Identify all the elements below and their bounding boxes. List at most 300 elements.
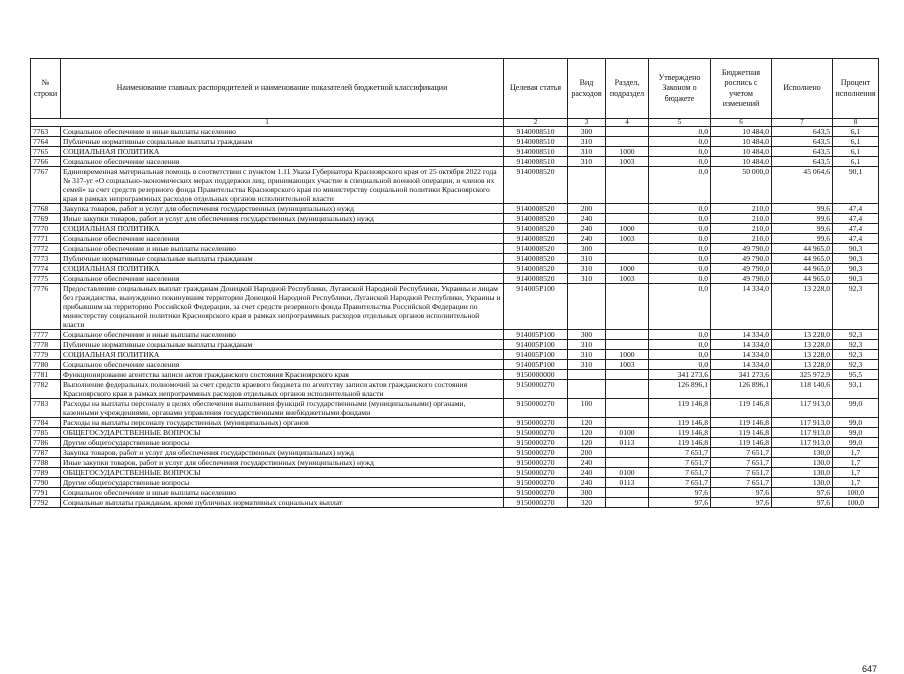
- cell-executed: 99,6: [772, 224, 833, 234]
- cell-percent: 100,0: [833, 488, 879, 498]
- header-section: Раздел, подраздел: [606, 59, 649, 119]
- cell-percent: 95,5: [833, 370, 879, 380]
- cell-budget-schedule: 210,0: [711, 224, 772, 234]
- cell-name: Закупка товаров, работ и услуг для обеспечения государственных (муниципальных) нужд: [61, 448, 504, 458]
- cell-target-article: 9140008510: [504, 137, 568, 147]
- table-row: [31, 224, 879, 234]
- cell-expense-type: 310: [568, 137, 606, 147]
- cell-executed: 130,0: [772, 478, 833, 488]
- cell-expense-type: 200: [568, 204, 606, 214]
- cell-approved: 0,0: [649, 234, 711, 244]
- cell-expense-type: 200: [568, 448, 606, 458]
- cell-approved: 119 146,8: [649, 428, 711, 438]
- cell-executed: 97,6: [772, 488, 833, 498]
- cell-approved: 0,0: [649, 147, 711, 157]
- cell-approved: 0,0: [649, 137, 711, 147]
- cell-executed: 13 228,0: [772, 330, 833, 340]
- cell-row-number: 7765: [31, 147, 61, 157]
- cell-target-article: 9150000270: [504, 399, 568, 418]
- cell-row-number: 7764: [31, 137, 61, 147]
- cell-name: Социальное обеспечение и иные выплаты населению: [61, 330, 504, 340]
- cell-budget-schedule: 7 651,7: [711, 458, 772, 468]
- column-number: 6: [711, 119, 772, 127]
- cell-executed: 99,6: [772, 214, 833, 224]
- cell-name: Социальное обеспечение населения: [61, 157, 504, 167]
- cell-target-article: 9140008520: [504, 214, 568, 224]
- cell-row-number: 7768: [31, 204, 61, 214]
- cell-approved: 0,0: [649, 284, 711, 330]
- cell-budget-schedule: 10 484,0: [711, 147, 772, 157]
- cell-section: [606, 498, 649, 508]
- cell-executed: 117 913,0: [772, 438, 833, 448]
- cell-row-number: 7784: [31, 418, 61, 428]
- cell-expense-type: 310: [568, 157, 606, 167]
- cell-executed: 130,0: [772, 468, 833, 478]
- cell-executed: 643,5: [772, 127, 833, 137]
- cell-approved: 119 146,8: [649, 399, 711, 418]
- cell-budget-schedule: 7 651,7: [711, 448, 772, 458]
- cell-executed: 118 140,6: [772, 380, 833, 399]
- cell-expense-type: 300: [568, 488, 606, 498]
- cell-name: СОЦИАЛЬНАЯ ПОЛИТИКА: [61, 147, 504, 157]
- cell-target-article: 9140008520: [504, 234, 568, 244]
- cell-budget-schedule: 10 484,0: [711, 137, 772, 147]
- cell-name: Социальное обеспечение населения: [61, 274, 504, 284]
- cell-name: ОБЩЕГОСУДАРСТВЕННЫЕ ВОПРОСЫ: [61, 468, 504, 478]
- cell-executed: 130,0: [772, 458, 833, 468]
- cell-target-article: 9140008520: [504, 204, 568, 214]
- cell-percent: 6,1: [833, 137, 879, 147]
- cell-approved: 0,0: [649, 274, 711, 284]
- cell-percent: 6,1: [833, 127, 879, 137]
- cell-approved: 0,0: [649, 224, 711, 234]
- cell-executed: 99,6: [772, 204, 833, 214]
- cell-target-article: 9150000270: [504, 438, 568, 448]
- cell-expense-type: 320: [568, 498, 606, 508]
- table-row: [31, 167, 879, 204]
- cell-section: 1003: [606, 360, 649, 370]
- cell-budget-schedule: 210,0: [711, 204, 772, 214]
- budget-execution-table: [30, 58, 879, 508]
- cell-section: [606, 370, 649, 380]
- cell-percent: 90,3: [833, 264, 879, 274]
- cell-row-number: 7792: [31, 498, 61, 508]
- cell-target-article: 9150000270: [504, 428, 568, 438]
- table-row: [31, 274, 879, 284]
- table-row: [31, 380, 879, 399]
- cell-executed: 13 228,0: [772, 360, 833, 370]
- cell-row-number: 7770: [31, 224, 61, 234]
- cell-expense-type: 310: [568, 274, 606, 284]
- cell-budget-schedule: 14 334,0: [711, 350, 772, 360]
- cell-percent: 92,3: [833, 360, 879, 370]
- cell-row-number: 7790: [31, 478, 61, 488]
- cell-target-article: 914005P100: [504, 340, 568, 350]
- table-row: [31, 418, 879, 428]
- cell-approved: 0,0: [649, 157, 711, 167]
- cell-executed: 13 228,0: [772, 350, 833, 360]
- cell-executed: 13 228,0: [772, 284, 833, 330]
- table-header-row: [31, 59, 879, 119]
- cell-target-article: 9150000270: [504, 468, 568, 478]
- cell-target-article: 9150000000: [504, 370, 568, 380]
- column-number: 5: [649, 119, 711, 127]
- cell-target-article: 9150000270: [504, 380, 568, 399]
- cell-expense-type: 300: [568, 330, 606, 340]
- cell-section: 0100: [606, 428, 649, 438]
- table-row: [31, 340, 879, 350]
- cell-executed: 44 965,0: [772, 244, 833, 254]
- table-row: [31, 468, 879, 478]
- cell-budget-schedule: 119 146,8: [711, 418, 772, 428]
- cell-section: [606, 399, 649, 418]
- cell-expense-type: 300: [568, 127, 606, 137]
- cell-percent: 100,0: [833, 498, 879, 508]
- cell-target-article: 9150000270: [504, 478, 568, 488]
- cell-executed: 99,6: [772, 234, 833, 244]
- column-number: 2: [504, 119, 568, 127]
- cell-name: Социальные выплаты гражданам, кроме публичных нормативных социальных выплат: [61, 498, 504, 508]
- column-number: 1: [31, 119, 504, 127]
- table-row: [31, 234, 879, 244]
- cell-budget-schedule: 49 790,0: [711, 274, 772, 284]
- cell-name: Социальное обеспечение населения: [61, 234, 504, 244]
- cell-section: [606, 340, 649, 350]
- cell-target-article: 9150000270: [504, 488, 568, 498]
- table-row: [31, 478, 879, 488]
- cell-row-number: 7787: [31, 448, 61, 458]
- cell-approved: 0,0: [649, 214, 711, 224]
- cell-approved: 119 146,8: [649, 438, 711, 448]
- cell-expense-type: 240: [568, 234, 606, 244]
- table-row: [31, 360, 879, 370]
- cell-row-number: 7789: [31, 468, 61, 478]
- cell-approved: 7 651,7: [649, 468, 711, 478]
- cell-budget-schedule: 49 790,0: [711, 264, 772, 274]
- header-target-article: Целевая статья: [504, 59, 568, 119]
- cell-approved: 0,0: [649, 127, 711, 137]
- cell-percent: 90,3: [833, 274, 879, 284]
- cell-approved: 97,6: [649, 498, 711, 508]
- cell-target-article: 914005P100: [504, 330, 568, 340]
- cell-section: [606, 254, 649, 264]
- cell-target-article: 9150000270: [504, 448, 568, 458]
- table-row: [31, 157, 879, 167]
- cell-expense-type: 240: [568, 478, 606, 488]
- table-row: [31, 204, 879, 214]
- cell-section: [606, 330, 649, 340]
- cell-approved: 0,0: [649, 244, 711, 254]
- cell-section: [606, 137, 649, 147]
- cell-row-number: 7769: [31, 214, 61, 224]
- cell-executed: 117 913,0: [772, 399, 833, 418]
- cell-budget-schedule: 50 000,0: [711, 167, 772, 204]
- cell-approved: 0,0: [649, 204, 711, 214]
- cell-percent: 47,4: [833, 204, 879, 214]
- cell-expense-type: [568, 167, 606, 204]
- cell-section: 1000: [606, 264, 649, 274]
- cell-section: 1003: [606, 157, 649, 167]
- cell-target-article: 9140008520: [504, 224, 568, 234]
- cell-approved: 0,0: [649, 350, 711, 360]
- table-row: [31, 498, 879, 508]
- cell-budget-schedule: 97,6: [711, 498, 772, 508]
- table-row: [31, 399, 879, 418]
- table-row: [31, 264, 879, 274]
- cell-approved: 119 146,8: [649, 418, 711, 428]
- cell-name: Расходы на выплаты персоналу в целях обеспечения выполнения функций государственными (муниципальными) органами, казенными учреждениями, органами управления государственными внебюджетными фондами: [61, 399, 504, 418]
- cell-row-number: 7779: [31, 350, 61, 360]
- cell-target-article: 9140008510: [504, 157, 568, 167]
- table-body: [31, 127, 879, 508]
- cell-name: Расходы на выплаты персоналу государственных (муниципальных) органов: [61, 418, 504, 428]
- cell-executed: 97,6: [772, 498, 833, 508]
- cell-percent: 92,3: [833, 350, 879, 360]
- cell-percent: 1,7: [833, 448, 879, 458]
- column-number: 7: [772, 119, 833, 127]
- cell-section: [606, 204, 649, 214]
- table-row: [31, 458, 879, 468]
- table-row: [31, 147, 879, 157]
- cell-expense-type: 240: [568, 224, 606, 234]
- cell-section: [606, 167, 649, 204]
- document-page: [30, 58, 878, 674]
- cell-target-article: 9140008520: [504, 254, 568, 264]
- cell-executed: 44 965,0: [772, 264, 833, 274]
- cell-percent: 47,4: [833, 214, 879, 224]
- header-expense-type: Вид расходов: [568, 59, 606, 119]
- cell-name: Другие общегосударственные вопросы: [61, 478, 504, 488]
- cell-budget-schedule: 7 651,7: [711, 468, 772, 478]
- cell-budget-schedule: 341 273,6: [711, 370, 772, 380]
- cell-row-number: 7777: [31, 330, 61, 340]
- cell-name: СОЦИАЛЬНАЯ ПОЛИТИКА: [61, 350, 504, 360]
- cell-approved: 341 273,6: [649, 370, 711, 380]
- cell-section: 1000: [606, 147, 649, 157]
- cell-expense-type: 310: [568, 360, 606, 370]
- cell-percent: 99,0: [833, 438, 879, 448]
- cell-budget-schedule: 14 334,0: [711, 330, 772, 340]
- cell-executed: 325 972,9: [772, 370, 833, 380]
- cell-row-number: 7776: [31, 284, 61, 330]
- table-row: [31, 488, 879, 498]
- cell-expense-type: 310: [568, 264, 606, 274]
- cell-expense-type: 310: [568, 340, 606, 350]
- cell-row-number: 7771: [31, 234, 61, 244]
- cell-percent: 90,1: [833, 167, 879, 204]
- cell-executed: 44 965,0: [772, 254, 833, 264]
- table-row: [31, 127, 879, 137]
- cell-executed: 130,0: [772, 448, 833, 458]
- cell-expense-type: 310: [568, 254, 606, 264]
- cell-target-article: 9140008520: [504, 244, 568, 254]
- cell-section: [606, 244, 649, 254]
- cell-name: Социальное обеспечение и иные выплаты населению: [61, 488, 504, 498]
- cell-target-article: 9140008520: [504, 274, 568, 284]
- cell-percent: 1,7: [833, 478, 879, 488]
- cell-row-number: 7785: [31, 428, 61, 438]
- column-number-row: [31, 119, 879, 127]
- cell-executed: 643,5: [772, 147, 833, 157]
- cell-expense-type: [568, 370, 606, 380]
- cell-budget-schedule: 10 484,0: [711, 157, 772, 167]
- cell-row-number: 7766: [31, 157, 61, 167]
- cell-row-number: 7791: [31, 488, 61, 498]
- header-name: Наименование главных распорядителей и наименование показателей бюджетной классификации: [61, 59, 504, 119]
- cell-percent: 47,4: [833, 234, 879, 244]
- table-row: [31, 350, 879, 360]
- header-budget-schedule: Бюджетная роспись с учетом изменений: [711, 59, 772, 119]
- cell-target-article: 9150000270: [504, 458, 568, 468]
- cell-executed: 44 965,0: [772, 274, 833, 284]
- cell-name: Выполнение федеральных полномочий за счет средств краевого бюджета по агентству записи актов гражданского состояния Красноярского края в рамках непрограммных расходов отдельных органов исполнительной власти: [61, 380, 504, 399]
- cell-budget-schedule: 14 334,0: [711, 360, 772, 370]
- cell-percent: 90,3: [833, 244, 879, 254]
- cell-row-number: 7780: [31, 360, 61, 370]
- cell-expense-type: 310: [568, 350, 606, 360]
- column-number: 4: [606, 119, 649, 127]
- cell-budget-schedule: 7 651,7: [711, 478, 772, 488]
- page-number: 647: [862, 664, 878, 674]
- cell-budget-schedule: 10 484,0: [711, 127, 772, 137]
- table-row: [31, 438, 879, 448]
- cell-name: Закупка товаров, работ и услуг для обеспечения государственных (муниципальных) нужд: [61, 204, 504, 214]
- header-row-number: № строки: [31, 59, 61, 119]
- cell-executed: 45 064,6: [772, 167, 833, 204]
- cell-section: 1003: [606, 234, 649, 244]
- table-row: [31, 254, 879, 264]
- cell-executed: 117 913,0: [772, 418, 833, 428]
- cell-executed: 13 228,0: [772, 340, 833, 350]
- cell-percent: 1,7: [833, 458, 879, 468]
- cell-percent: 90,3: [833, 254, 879, 264]
- cell-section: [606, 284, 649, 330]
- header-approved: Утверждено Законом о бюджете: [649, 59, 711, 119]
- cell-target-article: 914005P100: [504, 360, 568, 370]
- cell-row-number: 7781: [31, 370, 61, 380]
- cell-section: 0113: [606, 478, 649, 488]
- cell-budget-schedule: 119 146,8: [711, 438, 772, 448]
- cell-expense-type: 120: [568, 438, 606, 448]
- cell-approved: 0,0: [649, 167, 711, 204]
- cell-name: СОЦИАЛЬНАЯ ПОЛИТИКА: [61, 224, 504, 234]
- cell-target-article: 9140008520: [504, 264, 568, 274]
- cell-name: Другие общегосударственные вопросы: [61, 438, 504, 448]
- cell-percent: 92,3: [833, 340, 879, 350]
- cell-expense-type: 120: [568, 428, 606, 438]
- cell-percent: 93,1: [833, 380, 879, 399]
- cell-row-number: 7772: [31, 244, 61, 254]
- cell-percent: 1,7: [833, 468, 879, 478]
- cell-target-article: 9150000270: [504, 418, 568, 428]
- cell-row-number: 7778: [31, 340, 61, 350]
- cell-row-number: 7783: [31, 399, 61, 418]
- cell-approved: 7 651,7: [649, 458, 711, 468]
- cell-row-number: 7773: [31, 254, 61, 264]
- cell-expense-type: [568, 380, 606, 399]
- cell-row-number: 7786: [31, 438, 61, 448]
- cell-expense-type: 300: [568, 244, 606, 254]
- cell-approved: 126 896,1: [649, 380, 711, 399]
- cell-section: [606, 458, 649, 468]
- cell-expense-type: 120: [568, 418, 606, 428]
- cell-row-number: 7788: [31, 458, 61, 468]
- cell-budget-schedule: 49 790,0: [711, 254, 772, 264]
- cell-section: 0100: [606, 468, 649, 478]
- cell-section: [606, 214, 649, 224]
- cell-name: ОБЩЕГОСУДАРСТВЕННЫЕ ВОПРОСЫ: [61, 428, 504, 438]
- table-row: [31, 214, 879, 224]
- cell-name: Предоставление социальных выплат гражданам Донецкой Народной Республики, Луганской Народной Республики, Украины и лицам без гражданства, вынужденно покинувшим территории Донецкой Народной Республики, Луганской Народной Республики, Украины и прибывшим на территорию Российской Федерации, за счет средств резервного фонда Правительства Российской Федерации по министерству социальной политики Красноярского края в рамках непрограммных расходов отдельных органов исполнительной власти: [61, 284, 504, 330]
- table-row: [31, 330, 879, 340]
- cell-name: Публичные нормативные социальные выплаты гражданам: [61, 254, 504, 264]
- cell-row-number: 7782: [31, 380, 61, 399]
- cell-percent: 92,3: [833, 284, 879, 330]
- table-row: [31, 137, 879, 147]
- cell-name: Социальное обеспечение и иные выплаты населению: [61, 127, 504, 137]
- cell-section: [606, 488, 649, 498]
- cell-section: [606, 418, 649, 428]
- cell-budget-schedule: 14 334,0: [711, 284, 772, 330]
- column-number: 3: [568, 119, 606, 127]
- cell-budget-schedule: 97,6: [711, 488, 772, 498]
- cell-target-article: 9140008510: [504, 127, 568, 137]
- cell-expense-type: 240: [568, 468, 606, 478]
- cell-row-number: 7763: [31, 127, 61, 137]
- column-number: 8: [833, 119, 879, 127]
- cell-section: 0113: [606, 438, 649, 448]
- cell-budget-schedule: 210,0: [711, 214, 772, 224]
- cell-row-number: 7767: [31, 167, 61, 204]
- cell-executed: 117 913,0: [772, 428, 833, 438]
- cell-budget-schedule: 49 790,0: [711, 244, 772, 254]
- header-percent: Процент исполнения: [833, 59, 879, 119]
- table-row: [31, 428, 879, 438]
- cell-budget-schedule: 119 146,8: [711, 428, 772, 438]
- cell-section: 1000: [606, 224, 649, 234]
- table-row: [31, 370, 879, 380]
- cell-name: Иные закупки товаров, работ и услуг для обеспечения государственных (муниципальных) нужд: [61, 214, 504, 224]
- cell-expense-type: 240: [568, 458, 606, 468]
- table-row: [31, 448, 879, 458]
- cell-percent: 92,3: [833, 330, 879, 340]
- cell-name: Публичные нормативные социальные выплаты гражданам: [61, 340, 504, 350]
- cell-target-article: 914005P100: [504, 350, 568, 360]
- cell-section: [606, 380, 649, 399]
- cell-budget-schedule: 119 146,8: [711, 399, 772, 418]
- cell-approved: 7 651,7: [649, 478, 711, 488]
- cell-approved: 0,0: [649, 360, 711, 370]
- cell-row-number: 7775: [31, 274, 61, 284]
- cell-budget-schedule: 210,0: [711, 234, 772, 244]
- cell-percent: 99,0: [833, 428, 879, 438]
- table-row: [31, 284, 879, 330]
- cell-percent: 6,1: [833, 157, 879, 167]
- cell-percent: 99,0: [833, 399, 879, 418]
- cell-approved: 0,0: [649, 254, 711, 264]
- cell-expense-type: 310: [568, 147, 606, 157]
- cell-executed: 643,5: [772, 157, 833, 167]
- cell-approved: 7 651,7: [649, 448, 711, 458]
- cell-row-number: 7774: [31, 264, 61, 274]
- cell-name: Публичные нормативные социальные выплаты гражданам: [61, 137, 504, 147]
- cell-name: Иные закупки товаров, работ и услуг для обеспечения государственных (муниципальных) нужд: [61, 458, 504, 468]
- cell-target-article: 9140008520: [504, 167, 568, 204]
- cell-percent: 99,0: [833, 418, 879, 428]
- cell-target-article: 9140008510: [504, 147, 568, 157]
- cell-target-article: 9150000270: [504, 498, 568, 508]
- cell-approved: 0,0: [649, 264, 711, 274]
